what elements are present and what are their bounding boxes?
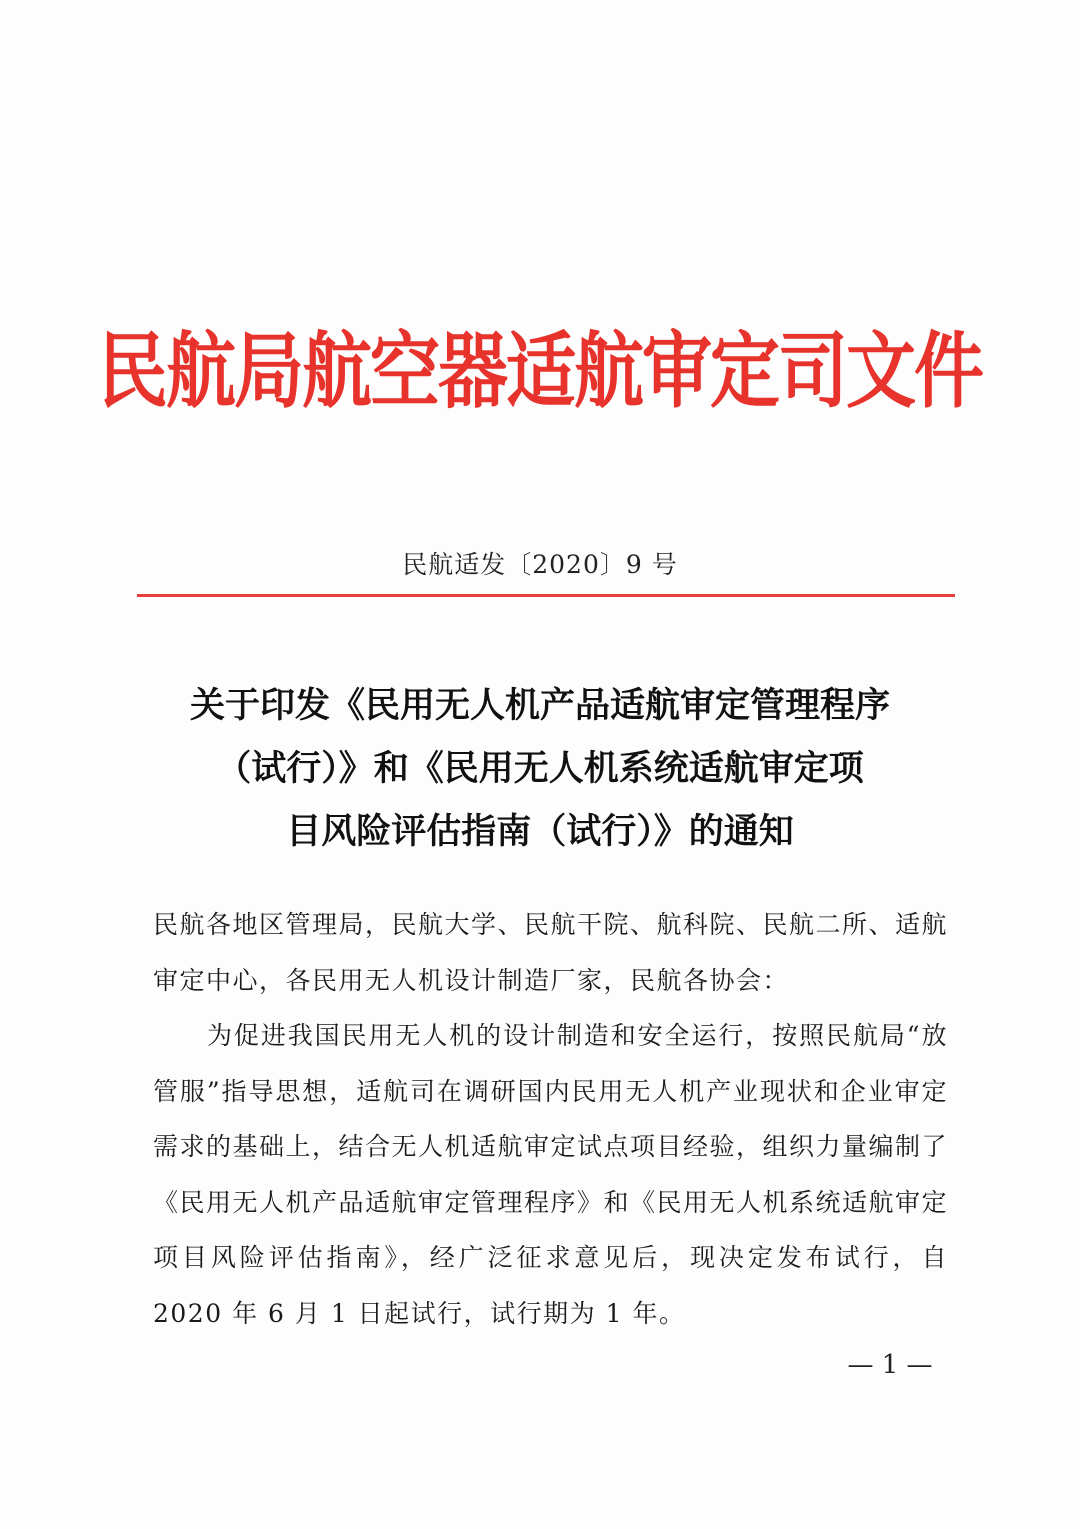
document-body	[153, 897, 948, 1341]
document-masthead: 民航局航空器适航审定司文件	[98, 322, 982, 420]
document-number: 民航适发〔2020〕9 号	[402, 550, 678, 579]
title-line: 目风险评估指南（试行）》的通知	[286, 812, 794, 852]
addressee-line: 民航各地区管理局，民航大学、民航干院、航科院、民航二所、适航审定中心，各民用无人机设计制造厂家，民航各协会：	[153, 910, 949, 995]
title-line: 关于印发《民用无人机产品适航审定管理程序	[189, 686, 890, 726]
document-title	[150, 675, 930, 864]
body-paragraph: 为促进我国民用无人机的设计制造和安全运行，按照民航局“放管服”指导思想，适航司在调研国内民用无人机产业现状和企业审定需求的基础上，结合无人机适航审定试点项目经验，组织力量编制了《民用无人机产品适航审定管理程序》和《民用无人机系统适航审定项目风险评估指南》，经广泛征求意见后，现决定发布试行，自 2020 年 6 月 1 日起试行，试行期为 1 年。	[153, 1021, 949, 1328]
page-number: — 1 —	[847, 1350, 933, 1380]
title-line: （试行）》和《民用无人机系统适航审定项	[216, 749, 864, 789]
red-separator-line	[137, 594, 955, 597]
